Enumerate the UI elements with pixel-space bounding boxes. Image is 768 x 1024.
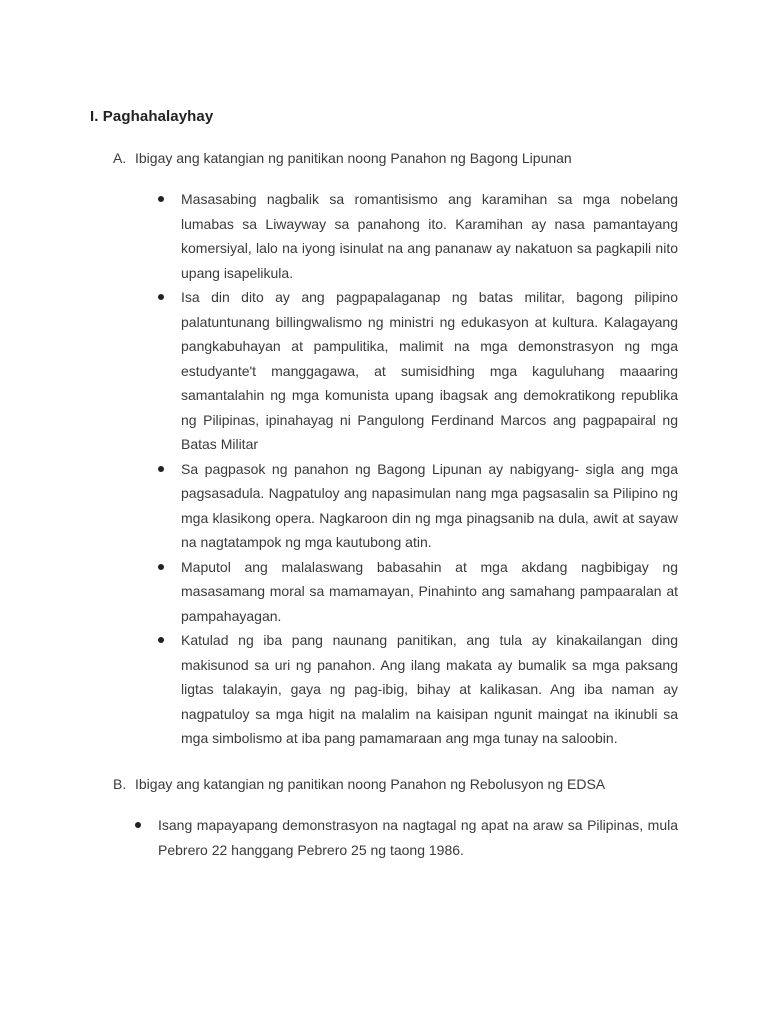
bullet-item (181, 555, 678, 629)
section-a-title-text: Ibigay ang katangian ng panitikan noong Panahon ng Bagong Lipunan (135, 150, 572, 166)
section-b-bullet-list (158, 813, 678, 862)
bullet-dot-icon (135, 822, 141, 828)
bullet-dot-icon (158, 637, 164, 643)
bullet-text: Isang mapayapang demonstrasyon na nagtagal ng apat na araw sa Pilipinas, mula Pebrero 22 hanggang Pebrero 25 ng taong 1986. (158, 817, 678, 858)
bullet-dot-icon (158, 466, 164, 472)
section-a-bullet-list (181, 187, 678, 751)
bullet-text: Isa din dito ay ang pagpapalaganap ng batas militar, bagong pilipino palatuntunang billingwalismo ng ministri ng edukasyon at kultura. Kalagayang pangkabuhayan at pampulitika, malimit na mga demonstrasyon ng mga estudyante't manggagawa, at sumisidhing mga kaguluhang maaaring samantalahin ng mga komunista upang ibagsak ang demokratikong republika ng Pilipinas, ipinahayag ni Pangulong Ferdinand Marcos ang pagpapairal ng Batas Militar (181, 289, 678, 452)
section-a-title (113, 150, 572, 166)
section-a-marker: A. (113, 150, 127, 166)
bullet-item (158, 813, 678, 862)
bullet-item (181, 187, 678, 285)
section-b-title (113, 776, 605, 792)
section-b-title-text: Ibigay ang katangian ng panitikan noong Panahon ng Rebolusyon ng EDSA (135, 776, 606, 792)
bullet-dot-icon (158, 196, 164, 202)
bullet-text: Maputol ang malalaswang babasahin at mga akdang nagbibigay ng masasamang moral sa mamamayan, Pinahinto ang samahang pampaaralan at pampahayagan. (181, 558, 678, 624)
bullet-item (181, 285, 678, 457)
section-b-marker: B. (113, 776, 127, 792)
bullet-dot-icon (158, 564, 164, 570)
section-heading: I. Paghahalayhay (90, 108, 214, 125)
bullet-text: Katulad ng iba pang naunang panitikan, ang tula ay kinakailangan ding makisunod sa uri ng panahon. Ang ilang makata ay bumalik sa mga paksang ligtas talakayin, gaya ng pag-ibig, bihay at kalikasan. Ang iba naman ay nagpatuloy sa mga higit na malalim na kaisipan ngunit maingat na ikinubli sa mga simbolismo at iba pang pamamaraan ang mga tunay na saloobin. (181, 632, 678, 746)
bullet-item (181, 457, 678, 555)
bullet-text: Masasabing nagbalik sa romantisismo ang karamihan sa mga nobelang lumabas sa Liwayway sa panahong ito. Karamihan ay nasa pamantayang komersiyal, lalo na iyong isinulat na ang pananaw ay nakatuon sa pagkapili nito upang isapelikula. (181, 191, 678, 281)
bullet-dot-icon (158, 294, 164, 300)
bullet-item (181, 628, 678, 751)
bullet-text: Sa pagpasok ng panahon ng Bagong Lipunan ay nabigyang- sigla ang mga pagsasadula. Nagpatuloy ang napasimulan nang mga pagsasalin sa Pilipino ng mga klasikong opera. Nagkaroon din ng mga pinagsanib na dula, awit at sayaw na nagtatampok ng mga kautubong atin. (181, 460, 678, 550)
